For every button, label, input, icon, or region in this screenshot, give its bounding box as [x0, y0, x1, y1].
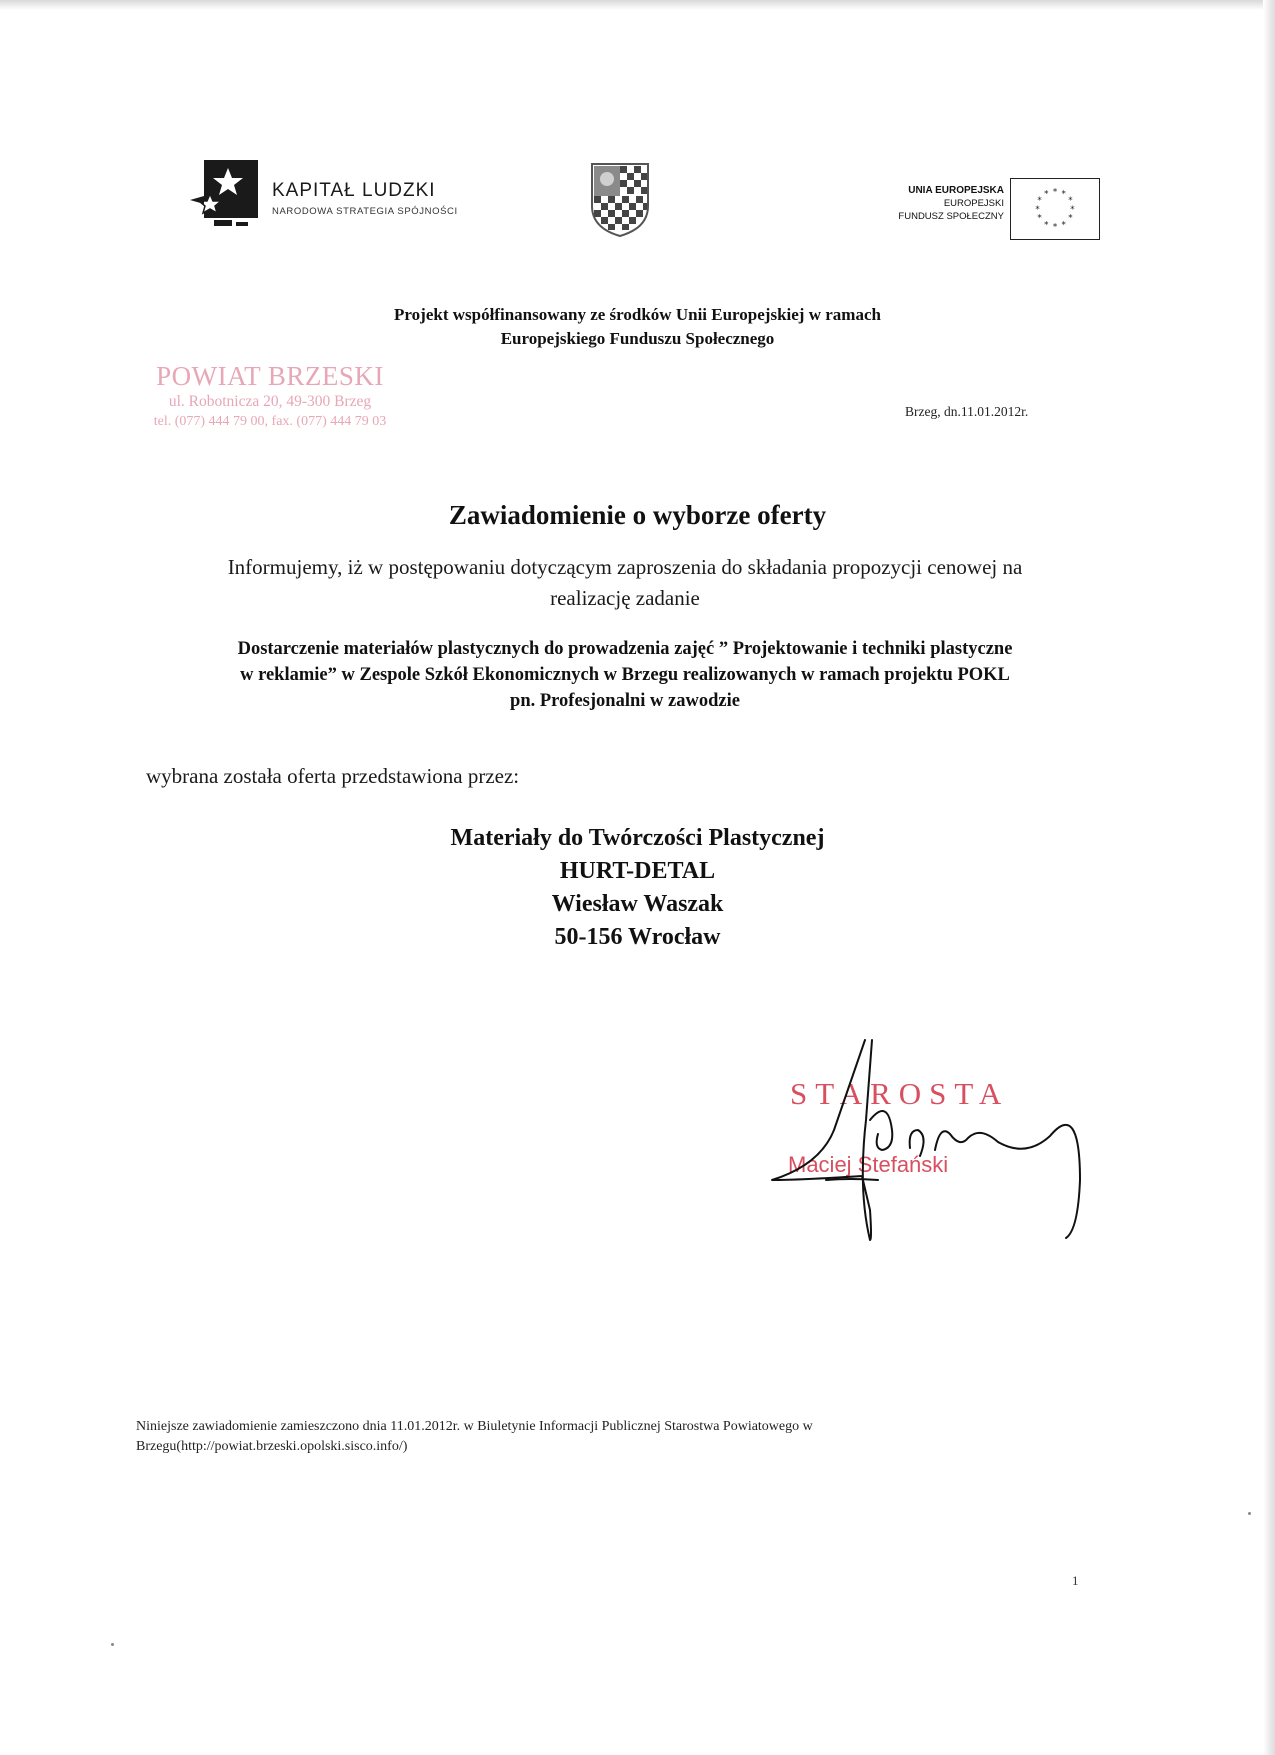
svg-text:*: * [1068, 196, 1073, 207]
svg-text:*: * [1037, 196, 1042, 207]
starosta-stamp-name: Maciej Stefański [788, 1152, 949, 1177]
svg-text:*: * [1052, 222, 1058, 233]
winner-line-1: Materiały do Twórczości Plastycznej [450, 825, 825, 851]
project-line-1: Projekt współfinansowany ze środków Unii Europejskiej w ramach [394, 305, 881, 324]
starosta-stamp-title: STAROSTA [790, 1076, 1010, 1111]
task-description [140, 636, 1110, 714]
eu-flag-icon [1010, 178, 1100, 240]
handwritten-signature [760, 1030, 1100, 1250]
eu-text-block [820, 184, 1004, 223]
document-date: Brzeg, dn.11.01.2012r. [905, 404, 1029, 419]
office-stamp [130, 360, 410, 432]
eu-line-3: FUNDUSZ SPOŁECZNY [898, 211, 1004, 222]
svg-text:*: * [1044, 189, 1049, 200]
eu-line-2: EUROPEJSKI [943, 198, 1004, 209]
kapital-ludzki-subtitle: NARODOWA STRATEGIA SPÓJNOŚCI [272, 206, 458, 217]
winner-line-4: 50-156 Wrocław [554, 924, 721, 950]
chosen-offer-text: wybrana została oferta przedstawiona przez: [146, 764, 520, 788]
kapital-ludzki-logo-icon [190, 160, 258, 232]
scan-edge-top [0, 0, 1275, 10]
stamp-line-2: ul. Robotnicza 20, 49-300 Brzeg [168, 393, 372, 410]
project-line-2: Europejskiego Funduszu Społecznego [500, 329, 775, 348]
winning-bidder [0, 822, 1275, 954]
winner-line-3: Wiesław Waszak [551, 891, 724, 917]
publication-note [136, 1417, 956, 1457]
task-line-2: w reklamie” w Zespole Szkół Ekonomicznych w Brzegu realizowanych w ramach projektu POKL [240, 665, 1010, 685]
footer-line-1: Niniejsze zawiadomienie zamieszczono dnia 11.01.2012r. w Biuletynie Informacji Publicznej Starostwa Powiatowego w [136, 1419, 813, 1434]
task-line-3: pn. Profesjonalni w zawodzie [510, 691, 740, 711]
intro-line-2: realizację zadanie [550, 586, 700, 610]
winner-line-2: HURT-DETAL [559, 858, 716, 884]
stamp-line-1: POWIAT BRZESKI [156, 361, 384, 391]
svg-text:*: * [1037, 213, 1042, 224]
scan-speck [111, 1643, 114, 1646]
svg-text:*: * [1070, 204, 1075, 215]
eu-title: UNIA EUROPEJSKA [908, 185, 1004, 196]
document-heading: Zawiadomienie o wyborze oferty [448, 500, 827, 530]
task-line-1: Dostarczenie materiałów plastycznych do prowadzenia zajęć ” Projektowanie i techniki plastyczne [237, 639, 1013, 659]
page-number: 1 [1072, 1573, 1079, 1588]
scan-speck [1248, 1512, 1251, 1515]
svg-text:*: * [1035, 204, 1040, 215]
svg-text:*: * [1061, 189, 1066, 200]
coat-of-arms-icon [590, 162, 650, 238]
project-cofinancing-note [0, 303, 1275, 351]
svg-text:*: * [1068, 213, 1073, 224]
stamp-line-3: tel. (077) 444 79 00, fax. (077) 444 79 03 [153, 414, 387, 429]
kapital-ludzki-title: KAPITAŁ LUDZKI [272, 180, 436, 201]
svg-text:*: * [1044, 220, 1049, 231]
footer-line-2: Brzegu(http://powiat.brzeski.opolski.sisco.info/) [136, 1439, 408, 1454]
svg-text:*: * [1052, 187, 1058, 198]
svg-text:*: * [1061, 220, 1066, 231]
intro-line-1: Informujemy, iż w postępowaniu dotyczącym zaproszenia do składania propozycji cenowej na [227, 555, 1023, 579]
intro-paragraph [150, 552, 1100, 614]
